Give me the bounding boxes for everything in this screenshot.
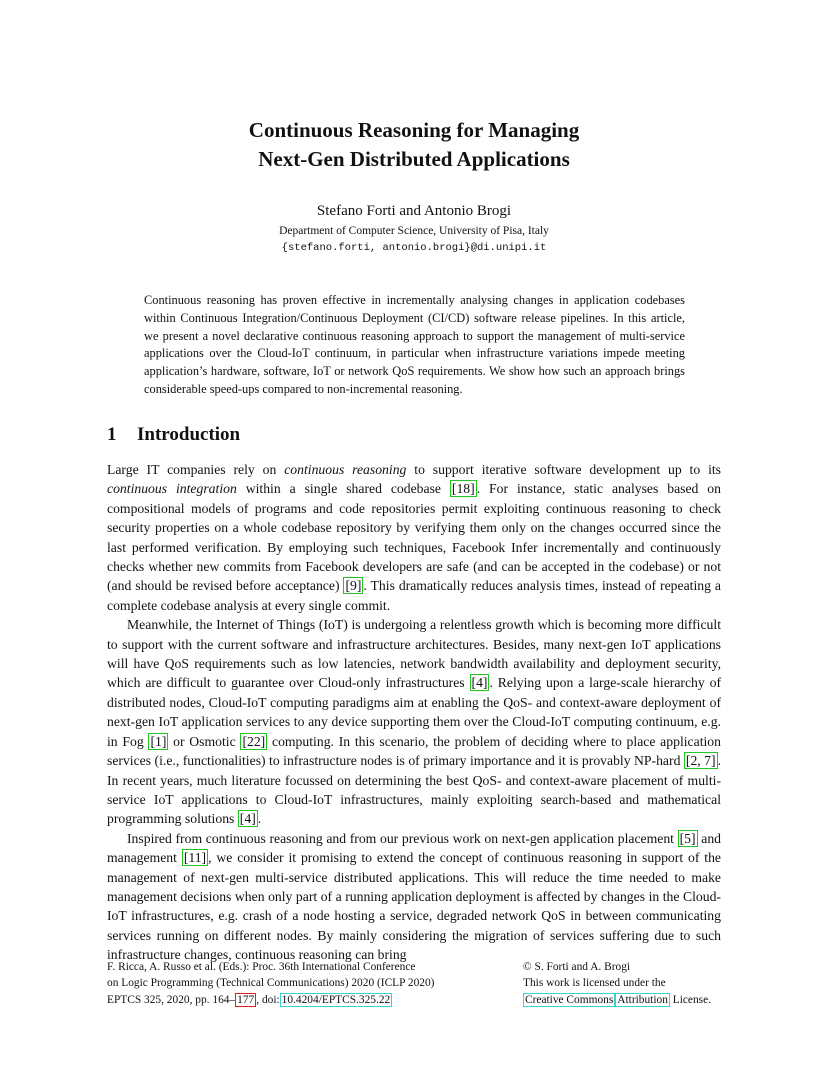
footer-line: F. Ricca, A. Russo et al. (Eds.): Proc. 36th International Conference <box>107 961 416 973</box>
citation-link[interactable]: [18] <box>451 481 475 497</box>
citation-link[interactable]: [4] <box>239 811 256 827</box>
paragraph-1 <box>107 460 721 615</box>
doi-link[interactable]: 10.4204/EPTCS.325.22 <box>281 993 391 1006</box>
text: . Relying upon a large-scale hierarchy of distributed nodes, Cloud-IoT computing paradigms aim at enabling the QoS- and context-aware deployment of next-gen IoT application services to any device supporting them over the Cloud-IoT computing continuum, e.g. in Fog <box>107 675 721 749</box>
citation-link[interactable]: [1] <box>150 733 167 749</box>
text: computing. In this scenario, the problem of deciding where to place application services (i.e., functionalities) to infrastructure nodes is of primary importance and it is provably NP-hard <box>107 733 721 769</box>
footer-license <box>523 959 733 1008</box>
attribution-link[interactable]: Attribution <box>617 993 668 1006</box>
text: . This dramatically reduces analysis times, instead of repeating a complete codebase analysis at every single commit. <box>107 578 721 613</box>
text: , we consider it promising to extend the concept of continuous reasoning in support of the management of next-gen multi-service distributed applications. This will reduce the time needed to make management decisions when only part of a running application deployment is affected by changes in the Cloud-IoT infrastructures, e.g. crash of a node hosting a service, degraded network QoS in between communicating services running on different nodes. By mainly considering the migration of services suffering due to such infrastructure changes, continuous reasoning can bring <box>107 850 721 963</box>
text: . For instance, static analyses based on compositional models of programs and code repositories permit exploiting continuous reasoning to check security properties on a whole codebase repository by verifying them only on the changes occurred since the last performed verification. By employing such techniques, Facebook Infer incrementally and continuously checks whether new commits from Facebook developers are safe (and can be accepted in the codebase) or not (and should be revised before acceptance) <box>107 481 721 594</box>
copyright-line: © S. Forti and A. Brogi <box>523 961 631 973</box>
citation-link[interactable]: [5] <box>679 830 696 846</box>
footer-line <box>107 992 497 1008</box>
citation-link[interactable]: [22] <box>242 733 266 749</box>
text: Large IT companies rely on <box>107 462 285 477</box>
paper-title <box>0 116 828 174</box>
section-heading <box>107 423 240 447</box>
license-line: This work is licensed under the <box>523 977 666 990</box>
text: to support iterative software development up to its <box>406 462 721 477</box>
footer-proceedings <box>107 959 497 1008</box>
abstract-text: Continuous reasoning has proven effective in incrementally analysing changes in application codebases within Continuous Integration/Continuous Deployment (CI/CD) software release pipelines. In this article, we present a novel declarative continuous reasoning approach to support the management of multi-service applications over the Cloud-IoT continuum, in particular when infrastructure variations impede meeting application’s hardware, software, IoT or network QoS requirements. We show how such an approach brings considerable speed-ups compared to non-incremental reasoning. <box>144 293 685 396</box>
text: . <box>257 811 262 827</box>
citation-link[interactable]: [11] <box>183 850 207 866</box>
paragraph-3 <box>107 829 721 965</box>
citation-link[interactable]: [9] <box>345 578 362 594</box>
title-line-1: Continuous Reasoning for Managing <box>248 118 580 142</box>
text: within a single shared codebase <box>236 481 450 497</box>
text: . In recent years, much literature focussed on determining the best QoS- and context-aware placement of multi-service IoT applications to Cloud-IoT infrastructures, mainly exploiting search-based and mathematical programming solutions <box>107 753 722 827</box>
citation-link[interactable]: [2, 7] <box>685 753 716 769</box>
footer-line: on Logic Programming (Technical Communications) 2020 (ICLP 2020) <box>107 977 435 990</box>
text: and management <box>107 830 722 866</box>
text: License. <box>669 993 712 1006</box>
emphasis-text: continuous reasoning <box>284 462 407 477</box>
author-affiliation: Department of Computer Science, University of Pisa, Italy <box>279 225 549 237</box>
text: Meanwhile, the Internet of Things (IoT) is undergoing a relentless growth which is becoming more difficult to support with the current software and infrastructure architectures. Besides, many next-gen IoT applications will have QoS requirements such as low latencies, network bandwidth availability and deployment security, which are difficult to guarantee over Cloud-only infrastructures <box>107 617 721 691</box>
paragraph-2 <box>107 615 721 828</box>
text: or Osmotic <box>168 733 241 749</box>
text: Inspired from continuous reasoning and from our previous work on next-gen application placement <box>127 830 678 846</box>
body-text <box>107 460 721 965</box>
author-emails: {stefano.forti, antonio.brogi}@di.unipi.it <box>281 242 547 254</box>
emphasis-text: continuous integration <box>107 481 237 497</box>
text: EPTCS 325, 2020, pp. 164– <box>107 993 236 1006</box>
text: , doi: <box>256 993 280 1006</box>
title-line-2: Next-Gen Distributed Applications <box>258 147 570 171</box>
last-page-link[interactable]: 177 <box>237 993 255 1006</box>
license-line <box>523 992 733 1008</box>
section-number: 1 <box>107 424 117 445</box>
creative-commons-link[interactable]: Creative Commons <box>525 993 614 1006</box>
author-names: Stefano Forti and Antonio Brogi <box>316 203 512 219</box>
section-title: Introduction <box>137 424 241 445</box>
citation-link[interactable]: [4] <box>471 675 488 691</box>
